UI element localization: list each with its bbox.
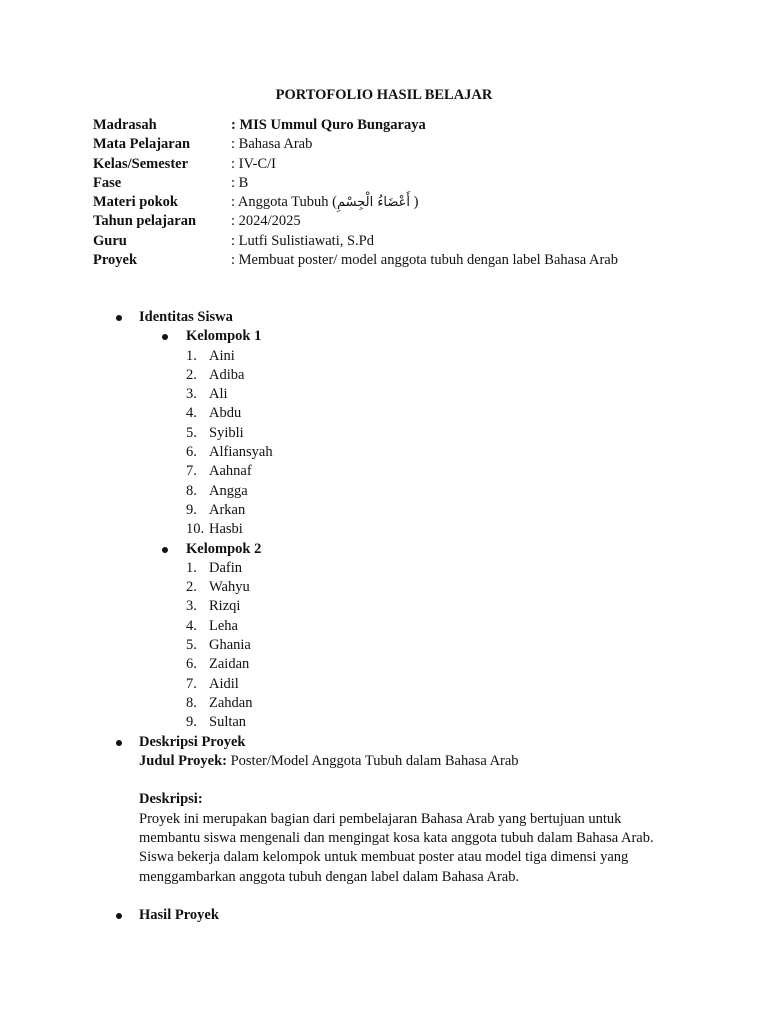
student-name: Aini: [209, 347, 235, 364]
student-name: Alfiansyah: [209, 444, 273, 461]
list-item: [0, 520, 768, 539]
kelompok-2-heading: [0, 540, 768, 559]
list-item: [0, 713, 768, 732]
info-label: Kelas/Semester: [93, 155, 189, 172]
student-name: Hasbi: [209, 521, 243, 538]
list-item: [0, 443, 768, 462]
section-identitas-siswa: [0, 308, 768, 327]
bullet-icon: [162, 547, 168, 553]
section-heading: Deskripsi Proyek: [139, 733, 246, 750]
bullet-icon: [162, 334, 168, 340]
student-name: Wahyu: [209, 579, 250, 596]
info-label: Fase: [93, 174, 122, 191]
list-number: 3.: [186, 598, 197, 615]
list-number: 6.: [186, 656, 197, 673]
info-row-materi: [93, 193, 618, 212]
kelompok-1-heading: [0, 327, 768, 346]
info-label: Proyek: [93, 252, 138, 269]
student-name: Sultan: [209, 714, 247, 731]
info-label: Tahun pelajaran: [93, 213, 197, 230]
info-row-proyek: [93, 251, 618, 270]
list-item: [0, 636, 768, 655]
student-name: Zaidan: [209, 656, 250, 673]
info-value: : IV-C/I: [231, 155, 276, 172]
list-item: [0, 482, 768, 501]
list-item: [0, 597, 768, 616]
student-name: Dafin: [209, 559, 243, 576]
info-label: Materi pokok: [93, 194, 178, 211]
list-item: [0, 501, 768, 520]
materi-prefix: : Anggota Tubuh (: [231, 194, 337, 211]
info-row-kelas: [93, 155, 618, 174]
info-row-fase: [93, 174, 618, 193]
deskripsi-text: Proyek ini merupakan bagian dari pembelajaran Bahasa Arab yang bertujuan untuk membantu siswa mengenali dan mengingat kosa kata anggota tubuh dalam Bahasa Arab. Siswa bekerja dalam kelompok untuk membuat poster atau model tiga dimensi yang menggambarkan anggota tubuh dengan label dalam Bahasa Arab.: [139, 810, 654, 885]
list-number: 2.: [186, 366, 197, 383]
info-row-tahun: [93, 212, 618, 231]
list-number: 8.: [186, 694, 197, 711]
info-label: Madrasah: [93, 117, 157, 133]
list-number: 8.: [186, 482, 197, 499]
list-item: [0, 617, 768, 636]
info-label: Guru: [93, 232, 127, 249]
kelompok-1-list: [0, 347, 768, 540]
info-block: [93, 116, 618, 270]
info-value: [231, 193, 419, 212]
bullet-icon: [116, 315, 122, 321]
student-name: Adiba: [209, 366, 245, 383]
materi-arabic: أَعْضَاءُ الْجِسْمِ: [336, 195, 411, 211]
student-name: Arkan: [209, 501, 246, 518]
subsection-heading: Kelompok 2: [186, 540, 262, 557]
student-name: Zahdan: [209, 694, 253, 711]
info-value: : Membuat poster/ model anggota tubuh dengan label Bahasa Arab: [231, 252, 618, 269]
list-number: 2.: [186, 579, 197, 596]
student-name: Aahnaf: [209, 463, 252, 480]
student-name: Rizqi: [209, 598, 241, 615]
kelompok-2-list: [0, 559, 768, 733]
list-number: 4.: [186, 405, 197, 422]
subsection-heading: Kelompok 1: [186, 328, 262, 345]
student-name: Abdu: [209, 405, 242, 422]
info-value: : 2024/2025: [231, 213, 301, 230]
document-title: PORTOFOLIO HASIL BELAJAR: [275, 87, 493, 103]
student-name: Angga: [209, 482, 248, 499]
info-row-madrasah: [93, 116, 618, 135]
section-deskripsi-proyek: [0, 733, 768, 752]
list-number: 3.: [186, 386, 197, 403]
student-name: Aidil: [209, 675, 239, 692]
list-item: [0, 578, 768, 597]
list-item: [0, 559, 768, 578]
info-value: : MIS Ummul Quro Bungaraya: [231, 117, 426, 133]
student-name: Ghania: [209, 637, 251, 654]
bullet-icon: [116, 740, 122, 746]
list-number: 1.: [186, 347, 197, 364]
list-number: 5.: [186, 424, 197, 441]
judul-value: Poster/Model Anggota Tubuh dalam Bahasa Arab: [226, 752, 519, 769]
list-item: [0, 404, 768, 423]
list-number: 6.: [186, 444, 197, 461]
list-number: 4.: [186, 617, 197, 634]
list-item: [0, 347, 768, 366]
list-number: 9.: [186, 714, 197, 731]
list-number: 7.: [186, 675, 197, 692]
section-heading: Identitas Siswa: [139, 309, 233, 325]
info-row-mapel: [93, 135, 618, 154]
list-item: [0, 385, 768, 404]
student-name: Syibli: [209, 424, 244, 441]
list-item: [0, 675, 768, 694]
list-number: 5.: [186, 637, 197, 654]
list-item: [0, 424, 768, 443]
content-block: [0, 308, 768, 926]
list-item: [0, 694, 768, 713]
info-value: : Lutfi Sulistiawati, S.Pd: [231, 232, 374, 249]
section-heading: Hasil Proyek: [139, 907, 219, 924]
info-label: Mata Pelajaran: [93, 136, 191, 153]
bullet-icon: [116, 913, 122, 919]
list-item: [0, 462, 768, 481]
list-item: [0, 366, 768, 385]
list-number: 10.: [186, 521, 205, 538]
list-number: 9.: [186, 501, 197, 518]
list-item: [0, 655, 768, 674]
list-number: 1.: [186, 559, 197, 576]
list-number: 7.: [186, 463, 197, 480]
info-row-guru: [93, 232, 618, 251]
deskripsi-label: [0, 790, 679, 809]
materi-suffix: ): [410, 194, 419, 211]
judul-proyek: [0, 752, 679, 771]
judul-label: Judul Proyek:: [139, 752, 227, 769]
deskripsi-label-text: Deskripsi:: [139, 791, 203, 808]
info-value: : B: [231, 174, 249, 191]
student-name: Ali: [209, 386, 228, 403]
section-hasil-proyek: [0, 906, 768, 925]
info-value: : Bahasa Arab: [231, 136, 313, 153]
student-name: Leha: [209, 617, 238, 634]
